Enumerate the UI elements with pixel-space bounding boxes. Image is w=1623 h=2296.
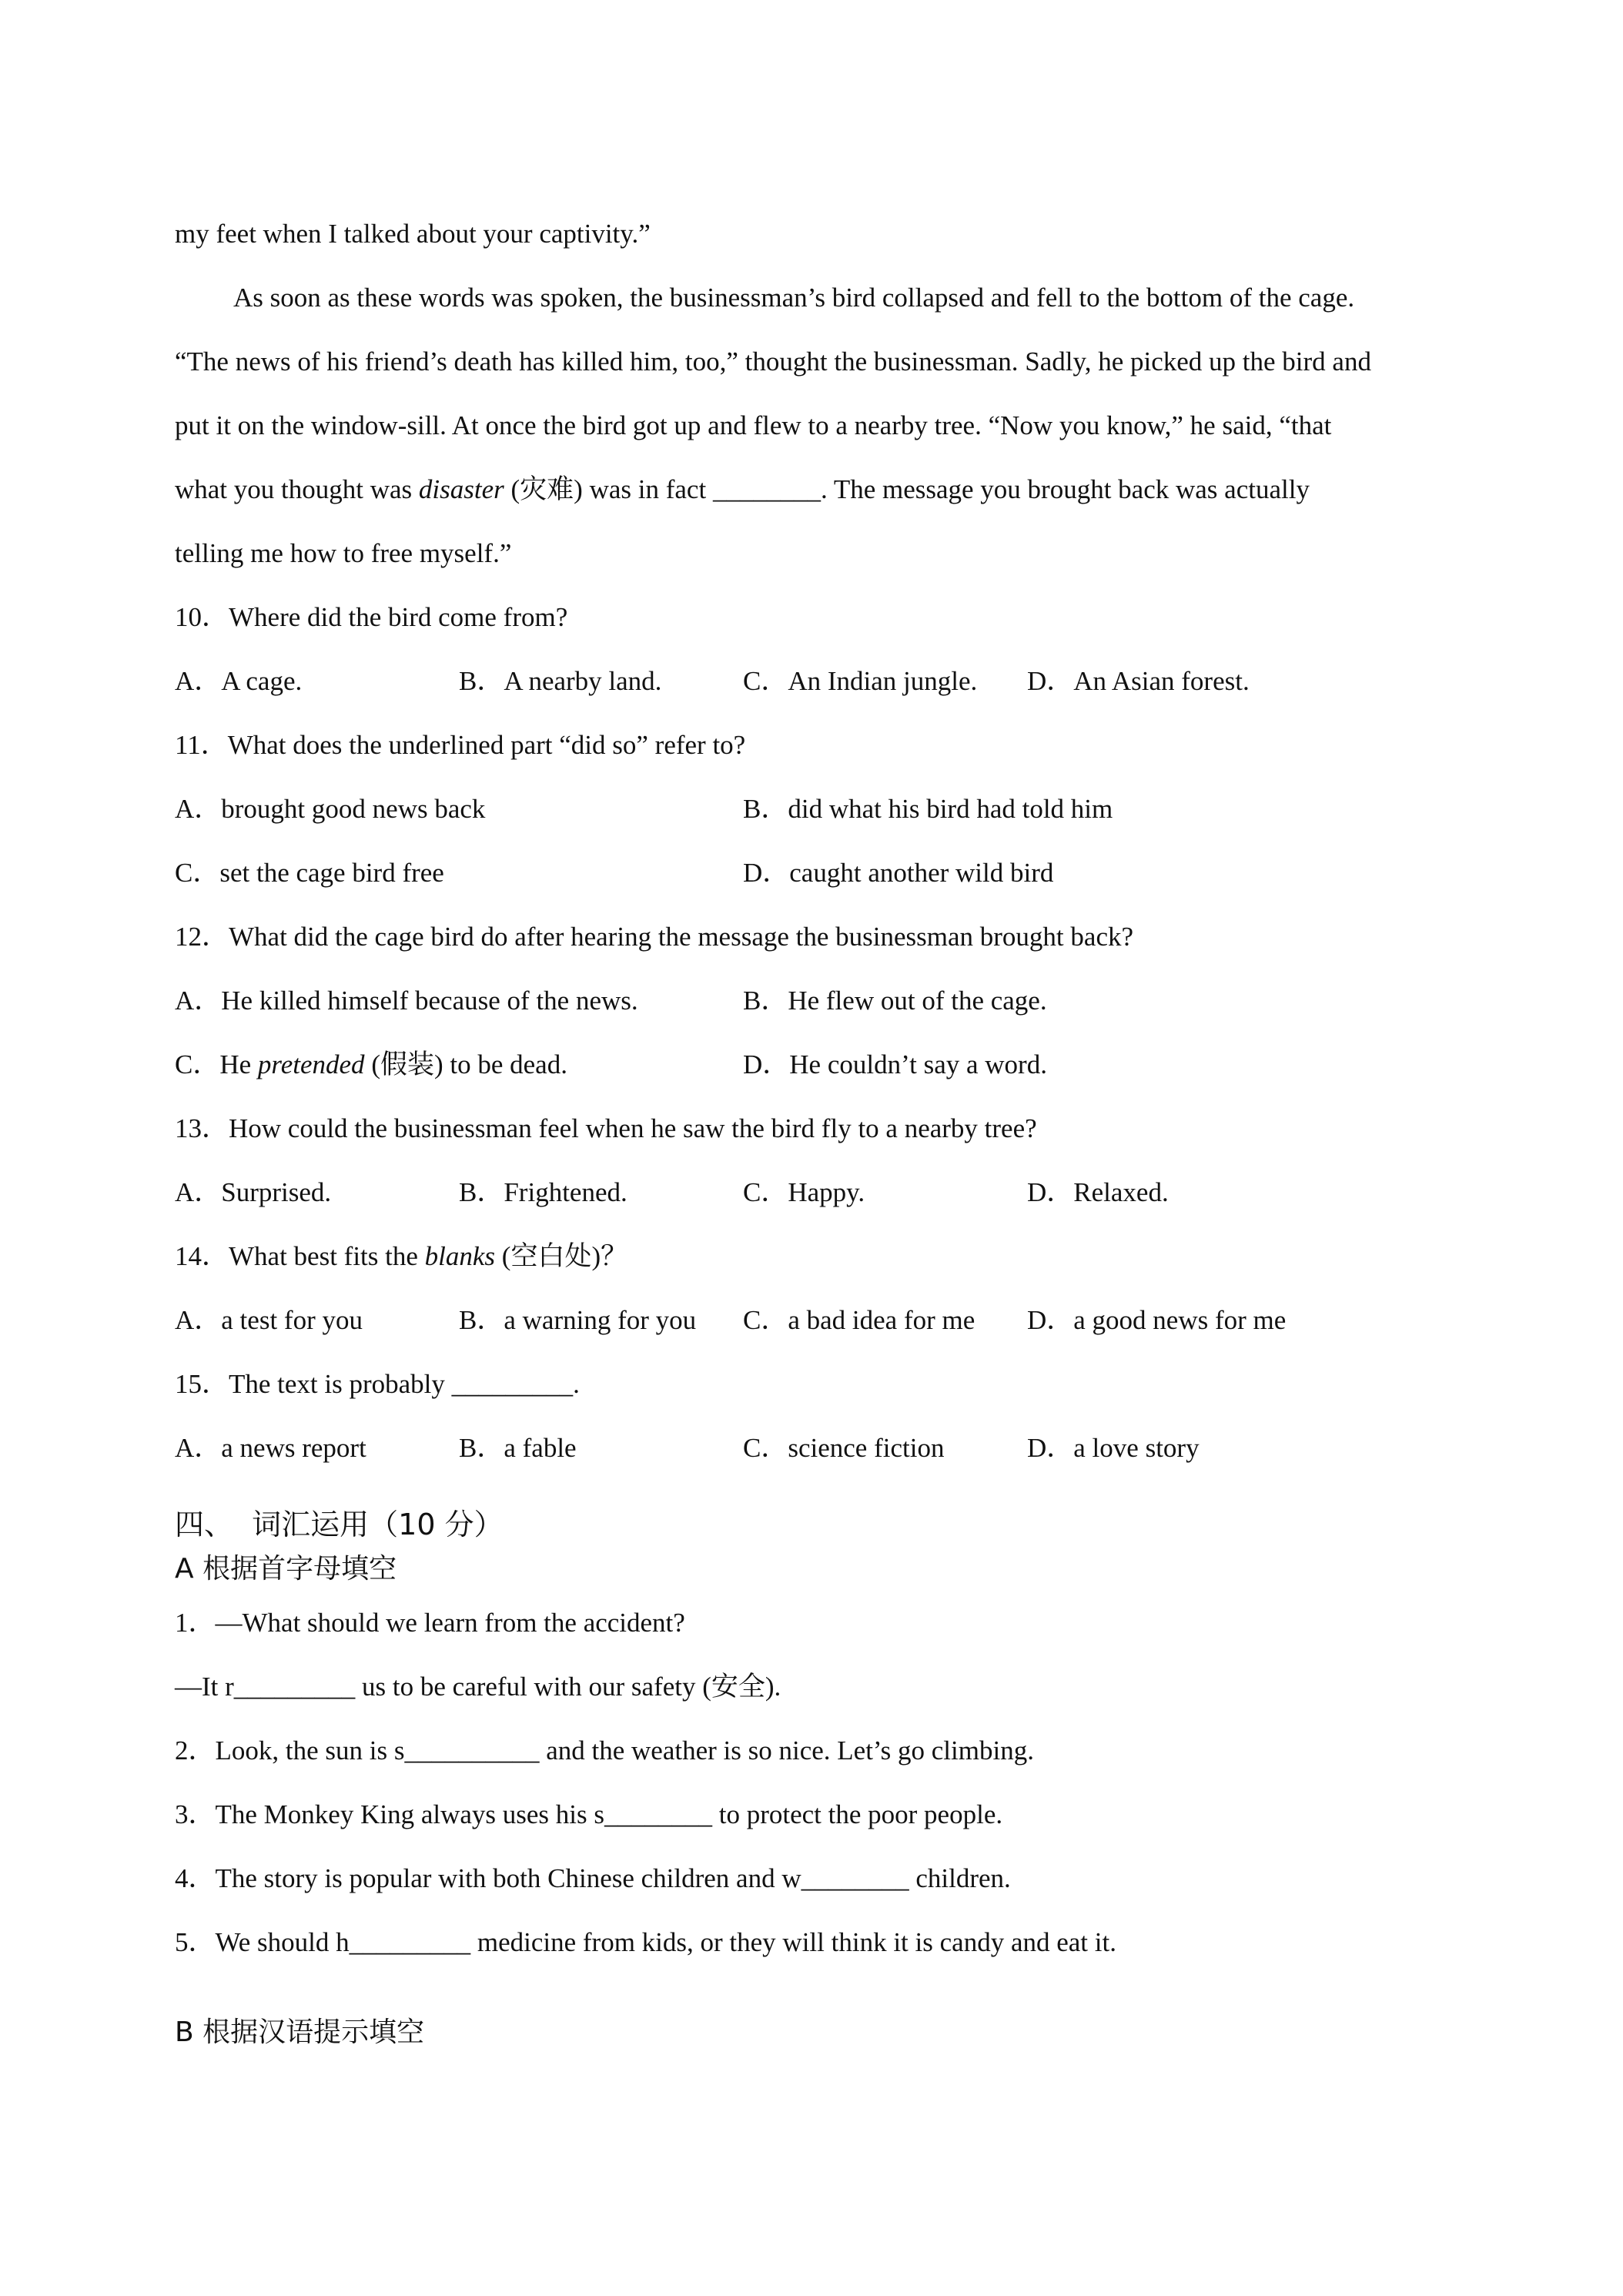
stem-text: 14．What best fits the: [175, 1241, 425, 1271]
document-page: [175, 202, 1468, 2054]
fill-item: 5．We should h_________ medicine from kids, or they will think it is candy and eat it.: [175, 1927, 1116, 1957]
option-b: B．a fable: [459, 1433, 577, 1463]
question-stem: 11．What does the underlined part “did so” refer to?: [175, 730, 746, 760]
option-b: B．A nearby land.: [459, 666, 662, 696]
question-stem: [175, 1224, 1468, 1288]
option-a: A．Surprised.: [175, 1177, 332, 1207]
option-b: B．He flew out of the cage.: [743, 986, 1047, 1016]
option-c: C．a bad idea for me: [743, 1305, 975, 1335]
option-a: A．brought good news back: [175, 794, 486, 824]
part-b-heading: B 根据汉语提示填空: [175, 2017, 425, 2048]
fill-item: 1．—What should we learn from the accident?: [175, 1608, 685, 1638]
question-stem: 10．Where did the bird come from?: [175, 602, 568, 632]
option-a: A．A cage.: [175, 666, 303, 696]
passage-line: my feet when I talked about your captivity.”: [175, 219, 651, 249]
option-c: C．science fiction: [743, 1433, 945, 1463]
passage-line: telling me how to free myself.”: [175, 538, 512, 568]
option-a: A．He killed himself because of the news.: [175, 986, 638, 1016]
answer-options: [175, 1033, 1468, 1096]
answer-options: [175, 969, 1468, 1033]
italic-word: disaster: [418, 474, 504, 504]
passage-text: (灾难) was in fact ________. The message you brought back was actually: [504, 474, 1310, 504]
option-b: B．Frightened.: [459, 1177, 627, 1207]
option-d: D．a good news for me: [1027, 1305, 1287, 1335]
answer-options: [175, 1160, 1468, 1224]
italic-word: blanks: [424, 1241, 496, 1271]
option-c: C．set the cage bird free: [175, 858, 444, 888]
italic-word: pretended: [257, 1049, 365, 1079]
answer-options: [175, 1416, 1468, 1480]
passage-text: what you thought was: [175, 474, 419, 504]
question-stem: 13．How could the businessman feel when he saw the bird fly to a nearby tree?: [175, 1113, 1037, 1143]
reading-passage: [175, 202, 1468, 585]
fill-item: 4．The story is popular with both Chinese children and w________ children.: [175, 1863, 1011, 1893]
option-a: A．a news report: [175, 1433, 366, 1463]
fill-item: 3．The Monkey King always uses his s________ to protect the poor people.: [175, 1799, 1003, 1829]
option-text: (假装) to be dead.: [364, 1049, 567, 1079]
section-heading: 四、 词汇运用（10 分）: [175, 1508, 504, 1541]
option-b: B．did what his bird had told him: [743, 794, 1113, 824]
option-d: D．Relaxed.: [1027, 1177, 1169, 1207]
answer-options: [175, 777, 1468, 841]
option-text: C．He: [175, 1049, 258, 1079]
passage-line: As soon as these words was spoken, the businessman’s bird collapsed and fell to the bottom of the cage.: [233, 283, 1355, 313]
fill-item: 2．Look, the sun is s__________ and the weather is so nice. Let’s go climbing.: [175, 1735, 1034, 1766]
answer-options: [175, 841, 1468, 905]
option-d: D．He couldn’t say a word.: [743, 1049, 1047, 1079]
passage-line: “The news of his friend’s death has killed him, too,” thought the businessman. Sadly, he picked up the bird and: [175, 346, 1371, 377]
passage-line: put it on the window-sill. At once the bird got up and flew to a nearby tree. “Now you know,” he said, “that: [175, 410, 1332, 440]
option-b: B．a warning for you: [459, 1305, 697, 1335]
fill-item: —It r_________ us to be careful with our safety (安全).: [175, 1672, 781, 1702]
stem-text: (空白处)？: [495, 1241, 628, 1271]
question-stem: 12．What did the cage bird do after hearing the message the businessman brought back?: [175, 922, 1134, 952]
option-c: [175, 1033, 743, 1096]
option-a: A．a test for you: [175, 1305, 363, 1335]
option-c: C．An Indian jungle.: [743, 666, 978, 696]
option-c: C．Happy.: [743, 1177, 865, 1207]
answer-options: [175, 649, 1468, 713]
part-a-heading: A 根据首字母填空: [175, 1553, 397, 1585]
option-d: D．caught another wild bird: [743, 858, 1054, 888]
answer-options: [175, 1288, 1468, 1352]
option-d: D．a love story: [1027, 1433, 1200, 1463]
question-stem: 15．The text is probably _________.: [175, 1369, 580, 1399]
option-d: D．An Asian forest.: [1027, 666, 1250, 696]
passage-line: [175, 457, 1468, 521]
